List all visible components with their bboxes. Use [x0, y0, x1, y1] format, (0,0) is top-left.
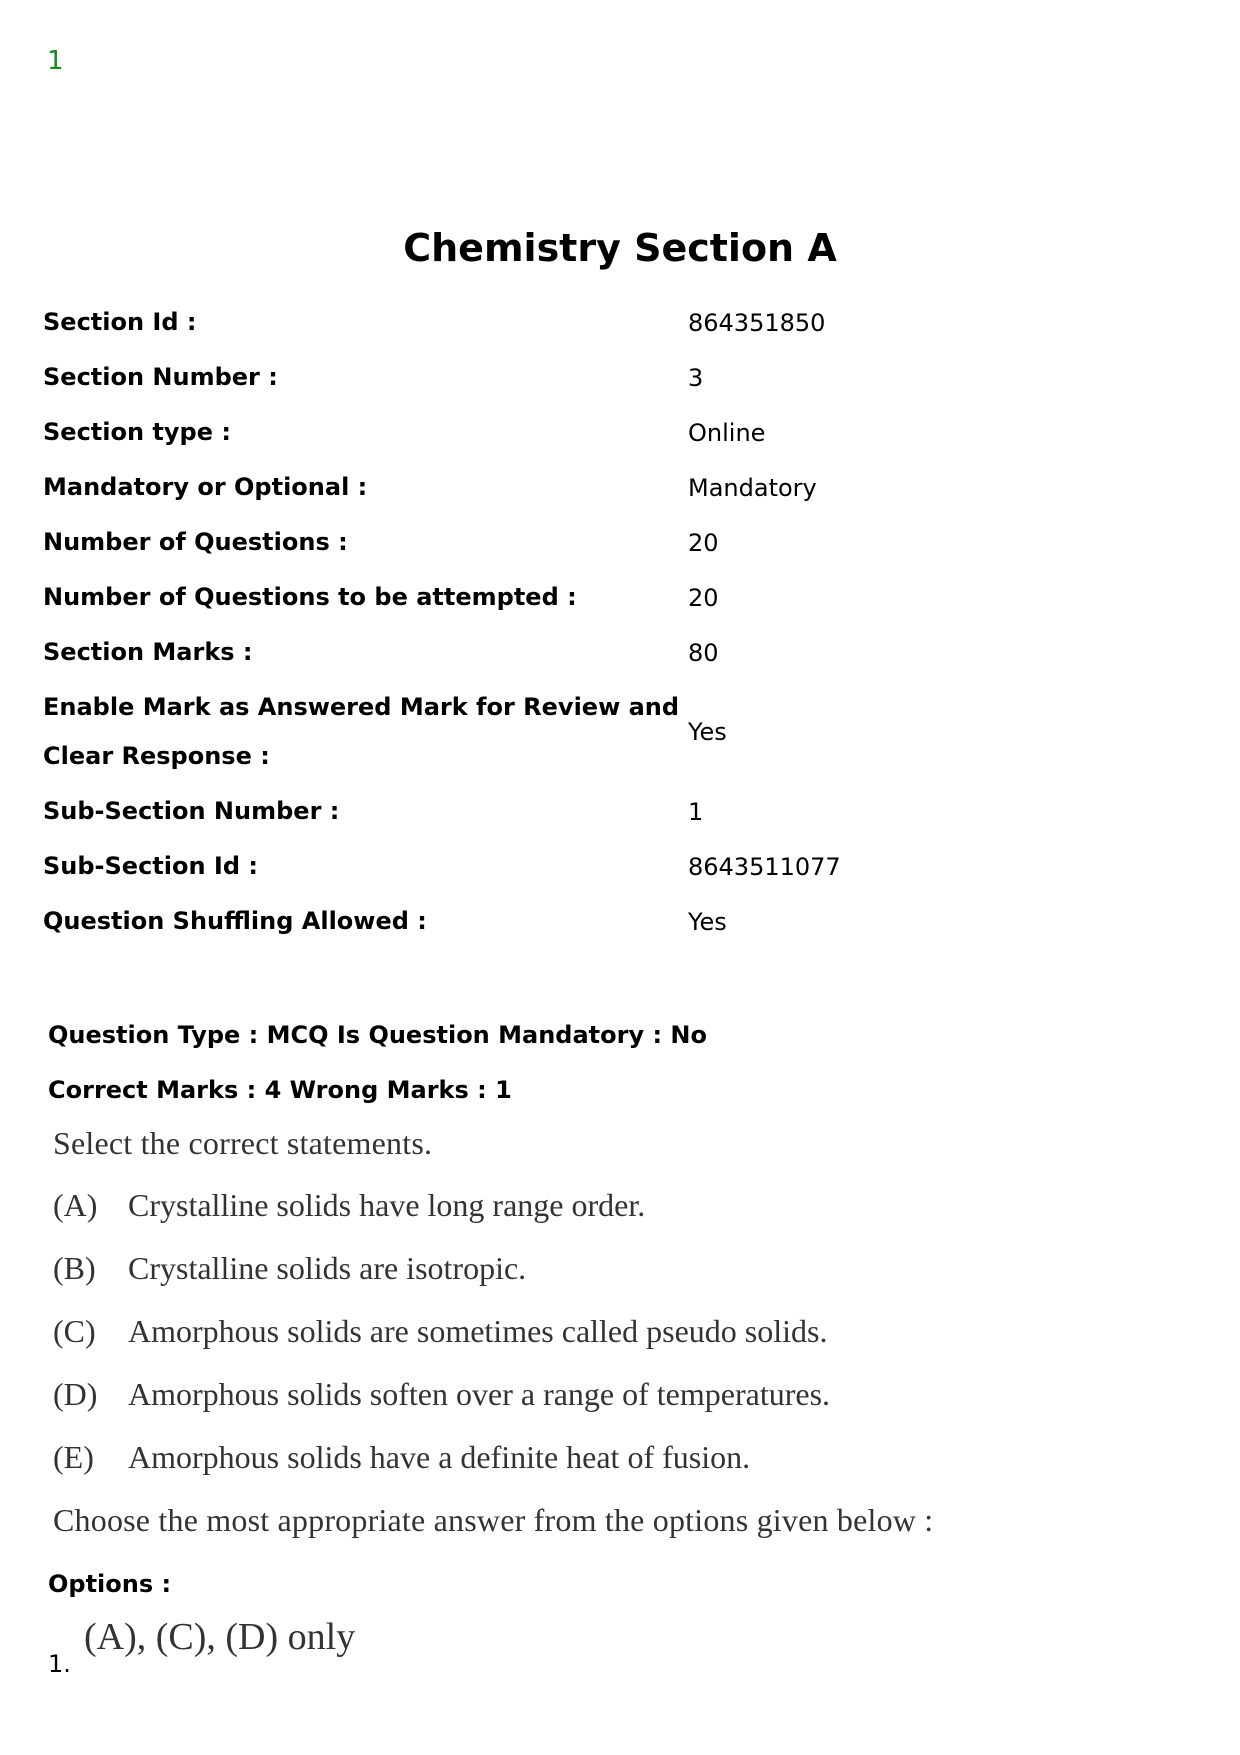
question-instruction: Choose the most appropriate answer from the options given below : [53, 1502, 934, 1538]
mark-review-value: Yes [688, 718, 727, 746]
question-prompt: Select the correct statements. [53, 1125, 433, 1161]
statement-text: Amorphous solids have a definite heat of fusion. [128, 1439, 751, 1475]
number-of-questions-row [43, 515, 1193, 570]
section-id-value: 864351850 [688, 308, 826, 337]
section-number-row [43, 350, 1193, 405]
page-number: 1 [47, 46, 64, 76]
statement-label: (C) [53, 1313, 96, 1349]
statement-c [53, 1313, 827, 1350]
section-number-label: Section Number : [43, 363, 278, 391]
sub-section-id-label: Sub-Section Id : [43, 852, 258, 880]
section-marks-row [43, 625, 1193, 680]
section-id-row [43, 295, 1193, 350]
question-shuffling-row [43, 894, 1193, 949]
number-of-questions-value: 20 [688, 528, 719, 557]
statement-text: Amorphous solids are sometimes called pseudo solids. [128, 1313, 828, 1349]
sub-section-id-value: 8643511077 [688, 852, 841, 881]
statement-label: (A) [53, 1187, 98, 1223]
section-type-row [43, 405, 1193, 460]
statement-text: Amorphous solids soften over a range of temperatures. [128, 1376, 831, 1412]
mark-review-row [43, 680, 1193, 784]
question-shuffling-label: Question Shuffling Allowed : [43, 907, 427, 935]
section-marks-label: Section Marks : [43, 638, 253, 666]
questions-to-attempt-row [43, 570, 1193, 625]
section-id-label: Section Id : [43, 308, 197, 336]
statement-text: Crystalline solids have long range order. [128, 1187, 646, 1223]
mandatory-value: Mandatory [688, 473, 817, 502]
statement-a [53, 1187, 645, 1224]
questions-to-attempt-label: Number of Questions to be attempted : [43, 583, 577, 611]
sub-section-id-row [43, 839, 1193, 894]
statement-b [53, 1250, 526, 1287]
section-marks-value: 80 [688, 638, 719, 667]
section-details-table [43, 295, 1193, 949]
mark-review-label-line1: Enable Mark as Answered Mark for Review and [43, 693, 680, 721]
section-type-value: Online [688, 418, 766, 447]
option-1-text[interactable]: (A), (C), (D) only [84, 1616, 356, 1658]
statement-label: (B) [53, 1250, 96, 1286]
number-of-questions-label: Number of Questions : [43, 528, 348, 556]
statement-d [53, 1376, 830, 1413]
questions-to-attempt-value: 20 [688, 583, 719, 612]
mandatory-label: Mandatory or Optional : [43, 473, 368, 501]
section-title: Chemistry Section A [403, 226, 837, 270]
question-shuffling-value: Yes [688, 907, 727, 936]
sub-section-number-row [43, 784, 1193, 839]
section-number-value: 3 [688, 363, 704, 392]
question-type-line: Question Type : MCQ Is Question Mandatory : No [48, 1021, 707, 1049]
question-marks-line: Correct Marks : 4 Wrong Marks : 1 [48, 1076, 512, 1104]
mark-review-label-line2: Clear Response : [43, 742, 270, 770]
sub-section-number-label: Sub-Section Number : [43, 797, 340, 825]
mandatory-row [43, 460, 1193, 515]
mark-review-label [43, 683, 688, 781]
statement-e [53, 1439, 750, 1476]
section-type-label: Section type : [43, 418, 231, 446]
sub-section-number-value: 1 [688, 797, 704, 826]
statement-text: Crystalline solids are isotropic. [128, 1250, 527, 1286]
statement-label: (E) [53, 1439, 94, 1475]
statement-label: (D) [53, 1376, 98, 1412]
option-1-number: 1. [48, 1650, 71, 1678]
options-label: Options : [48, 1570, 172, 1598]
